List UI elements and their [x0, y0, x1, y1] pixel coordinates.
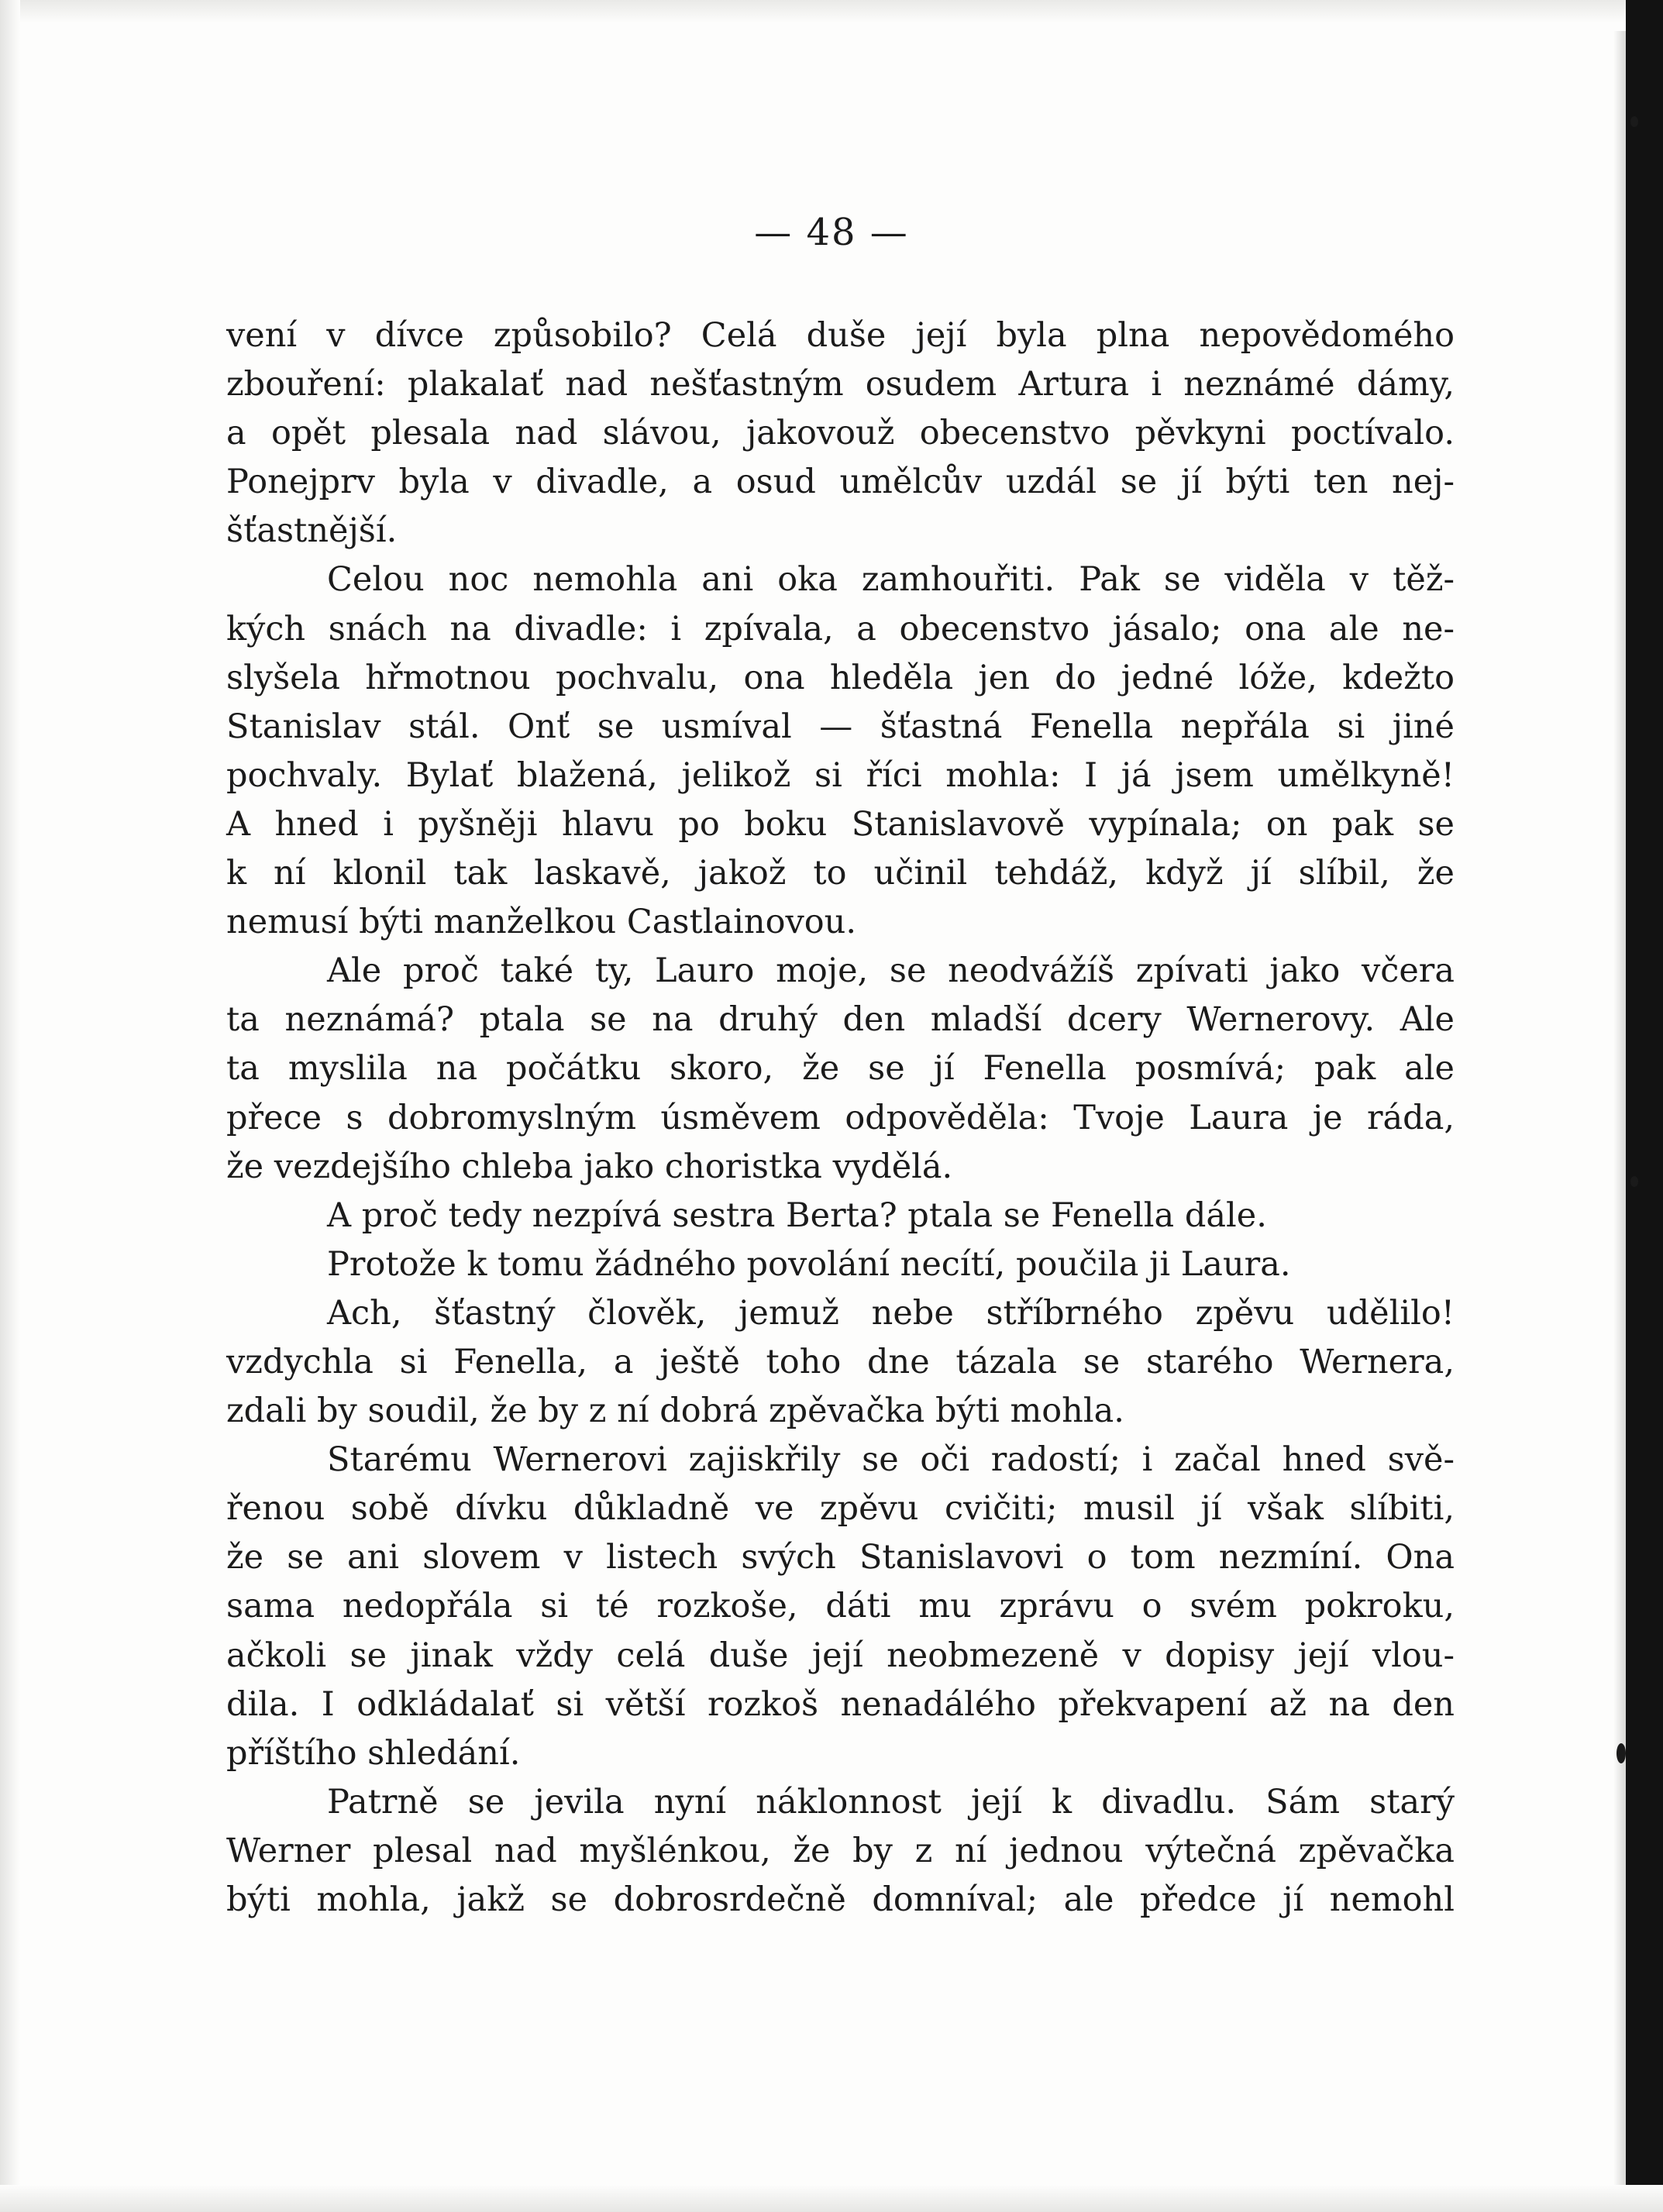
text-line: ta neznámá? ptala se na druhý den mladší dcery Wernerovy. Ale	[226, 1000, 1455, 1040]
text-line: příštího shledání.	[226, 1733, 521, 1773]
scan-edge-top	[0, 0, 1663, 23]
scan-speck	[1630, 1176, 1638, 1187]
text-line: Werner plesal nad myšlénkou, že by z ní jednou výtečná zpěvačka	[226, 1831, 1455, 1870]
text-line: že se ani slovem v listech svých Stanislavovi o tom nezmíní. Ona	[226, 1538, 1455, 1577]
text-line: sama nedopřála si té rozkoše, dáti mu zprávu o svém pokroku,	[226, 1587, 1455, 1626]
page-number: — 48 —	[754, 211, 909, 254]
text-line: Patrně se jevila nyní náklonnost její k divadlu. Sám starý	[327, 1782, 1455, 1822]
text-line: vení v dívce způsobilo? Celá duše její byla plna nepovědomého	[226, 316, 1455, 355]
text-line: A proč tedy nezpívá sestra Berta? ptala se Fenella dále.	[327, 1195, 1267, 1235]
text-line: řenou sobě dívku důkladně ve zpěvu cvičiti; musil jí však slíbiti,	[226, 1489, 1455, 1529]
text-line: vzdychla si Fenella, a ještě toho dne tázala se starého Wernera,	[226, 1342, 1455, 1381]
text-line: pochvaly. Bylať blažená, jelikož si říci mohla: I já jsem umělkyně!	[226, 755, 1455, 795]
text-line: Ach, šťastný člověk, jemuž nebe stříbrného zpěvu udělilo!	[327, 1293, 1455, 1333]
text-line: Stanislav stál. Onť se usmíval — šťastná Fenella nepřála si jiné	[226, 707, 1455, 746]
text-line: k ní klonil tak laskavě, jakož to učinil tehdáž, když jí slíbil, že	[226, 854, 1455, 893]
text-line: šťastnější.	[226, 511, 398, 551]
text-line: dila. I odkládalať si větší rozkoš nenadálého překvapení až na den	[226, 1684, 1455, 1724]
text-line: Ale proč také ty, Lauro moje, se neodvážíš zpívati jako včera	[327, 951, 1455, 991]
text-line: kých snách na divadle: i zpívala, a obecenstvo jásalo; ona ale ne-	[226, 609, 1455, 648]
text-line: přece s dobromyslným úsměvem odpověděla: Tvoje Laura je ráda,	[226, 1098, 1455, 1137]
text-line: Ponejprv byla v divadle, a osud umělcův uzdál se jí býti ten nej-	[226, 463, 1455, 502]
scan-speck	[1630, 116, 1638, 127]
scan-edge-shadow	[1613, 31, 1626, 2200]
text-line: Protože k tomu žádného povolání necítí, poučila ji Laura.	[327, 1244, 1291, 1284]
scan-edge-bottom	[0, 2185, 1663, 2212]
text-line: býti mohla, jakž se dobrosrdečně domníval; ale předce jí nemohl	[226, 1880, 1455, 1919]
scan-edge-left	[0, 0, 20, 2212]
text-line: ta myslila na počátku skoro, že se jí Fenella posmívá; pak ale	[226, 1049, 1455, 1089]
text-line: Starému Wernerovi zajiskřily se oči radostí; i začal hned svě-	[327, 1440, 1455, 1480]
text-line: zbouření: plakalať nad nešťastným osudem Artura i neznámé dámy,	[226, 365, 1455, 404]
text-line: ačkoli se jinak vždy celá duše její neobmezeně v dopisy její vlou-	[226, 1636, 1455, 1675]
text-line: slyšela hřmotnou pochvalu, ona hleděla jen do jedné lóže, kdežto	[226, 658, 1455, 697]
scan-edge-right	[1626, 0, 1663, 2212]
body-text	[226, 311, 1455, 1925]
scan-speck	[1617, 1743, 1626, 1763]
text-line: nemusí býti manželkou Castlainovou.	[226, 903, 857, 942]
text-line: že vezdejšího chleba jako choristka vydělá.	[226, 1147, 953, 1186]
text-line: Celou noc nemohla ani oka zamhouřiti. Pak se viděla v těž-	[327, 560, 1455, 600]
text-line: A hned i pyšněji hlavu po boku Stanislavově vypínala; on pak se	[226, 804, 1455, 844]
text-line: zdali by soudil, že by z ní dobrá zpěvačka býti mohla.	[226, 1392, 1124, 1431]
text-line: a opět plesala nad slávou, jakovouž obecenstvo pěvkyni poctívalo.	[226, 414, 1455, 453]
